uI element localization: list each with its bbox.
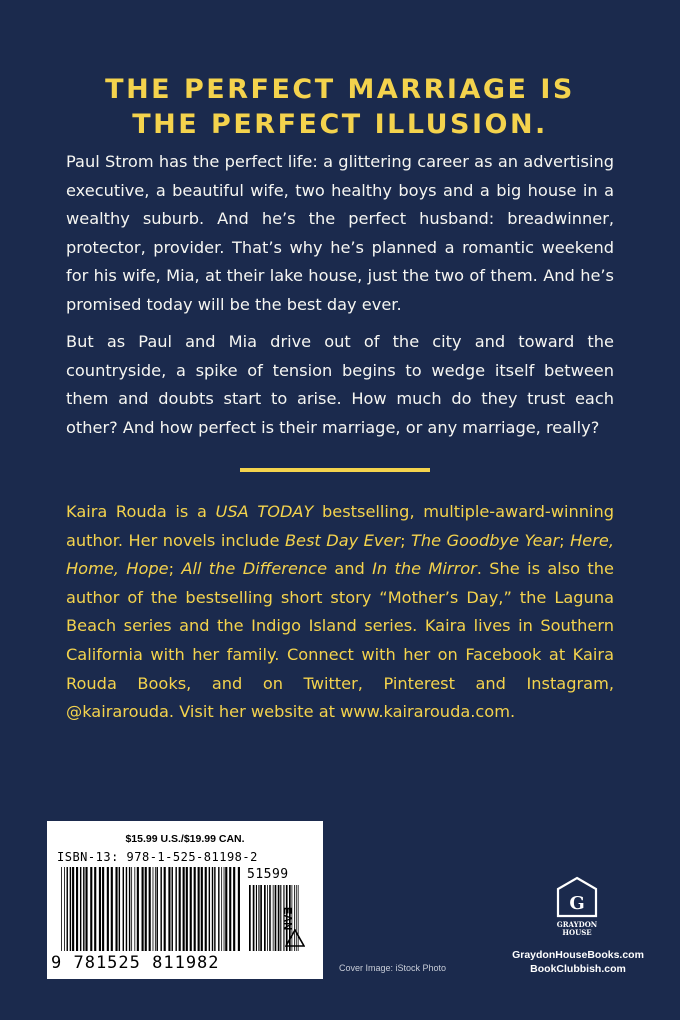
price-label: $15.99 U.S./$19.99 CAN. [125, 833, 245, 845]
section-divider [240, 468, 430, 472]
bio-title-usa-today: USA TODAY [215, 502, 314, 521]
author-bio [66, 498, 614, 727]
headline-line-1: THE PERFECT MARRIAGE IS [105, 74, 575, 105]
bio-text: and [327, 559, 373, 579]
bio-title-in-the-mirror: In the Mirror [372, 559, 477, 579]
cover-image-credit: Cover Image: iStock Photo [339, 963, 447, 973]
bio-title-here-home-hope: Here, Home, Hope [66, 530, 614, 579]
barcode-digits: 9 781525 811982 [51, 953, 220, 973]
bio-text: . She is also the author of the bestselling short story “Mother’s Day,” the Laguna Beach series and the Indigo Island series. Kaira lives in Southern California with her family. Connect with her on Facebook at Kaira Rouda Books, and on Twitter, Pinterest and Instagram, @kairarouda. Visit her website at www.kairarouda.com. [66, 559, 614, 722]
ean-label: EAN [281, 907, 293, 931]
publisher-url-1: GraydonHouseBooks.com [512, 949, 644, 961]
bio-title-best-day-ever: Best Day Ever [284, 530, 401, 550]
bio-title-goodbye-year: The Goodbye Year [411, 530, 560, 550]
logo-text-line-1: GRAYDON [556, 920, 598, 929]
blurb-paragraph-2: But as Paul and Mia drive out of the city and toward the countryside, a spike of tension begins to wedge itself between them and doubts start to arise. How much do they trust each other? And how perfect is their marriage, or any marriage, really? [66, 332, 614, 437]
isbn-label: ISBN-13: 978-1-525-81198-2 [57, 850, 258, 864]
publisher-url-2: BookClubbish.com [530, 963, 626, 975]
svg-text:G: G [569, 893, 585, 914]
bio-text: ; [168, 559, 182, 579]
bio-title-all-the-difference: All the Difference [181, 559, 328, 579]
blurb-paragraph-1: Paul Strom has the perfect life: a glittering career as an advertising executive, a beautiful wife, two healthy boys and a big house in a wealthy suburb. And he’s the perfect husband: breadwinner, protector, provider. That’s why he’s planned a romantic weekend for his wife, Mia, at their lake house, just the two of them. And he’s promised today will be the best day ever. [66, 152, 614, 314]
barcode-panel [47, 821, 323, 979]
headline-line-2: THE PERFECT ILLUSION. [132, 109, 548, 140]
barcode-main-icon [61, 867, 241, 951]
graydon-house-logo-icon [552, 876, 602, 938]
bio-text: Kaira Rouda is a [66, 502, 216, 521]
bio-text: ; [559, 530, 571, 550]
bio-text: ; [400, 530, 412, 550]
bio-text: bestselling, multiple-award-winning author. Her novels include [66, 502, 614, 550]
triangle-icon [285, 929, 305, 947]
headline [0, 72, 680, 142]
barcode-addon-number: 51599 [247, 867, 289, 882]
logo-text-line-2: HOUSE [562, 928, 592, 937]
